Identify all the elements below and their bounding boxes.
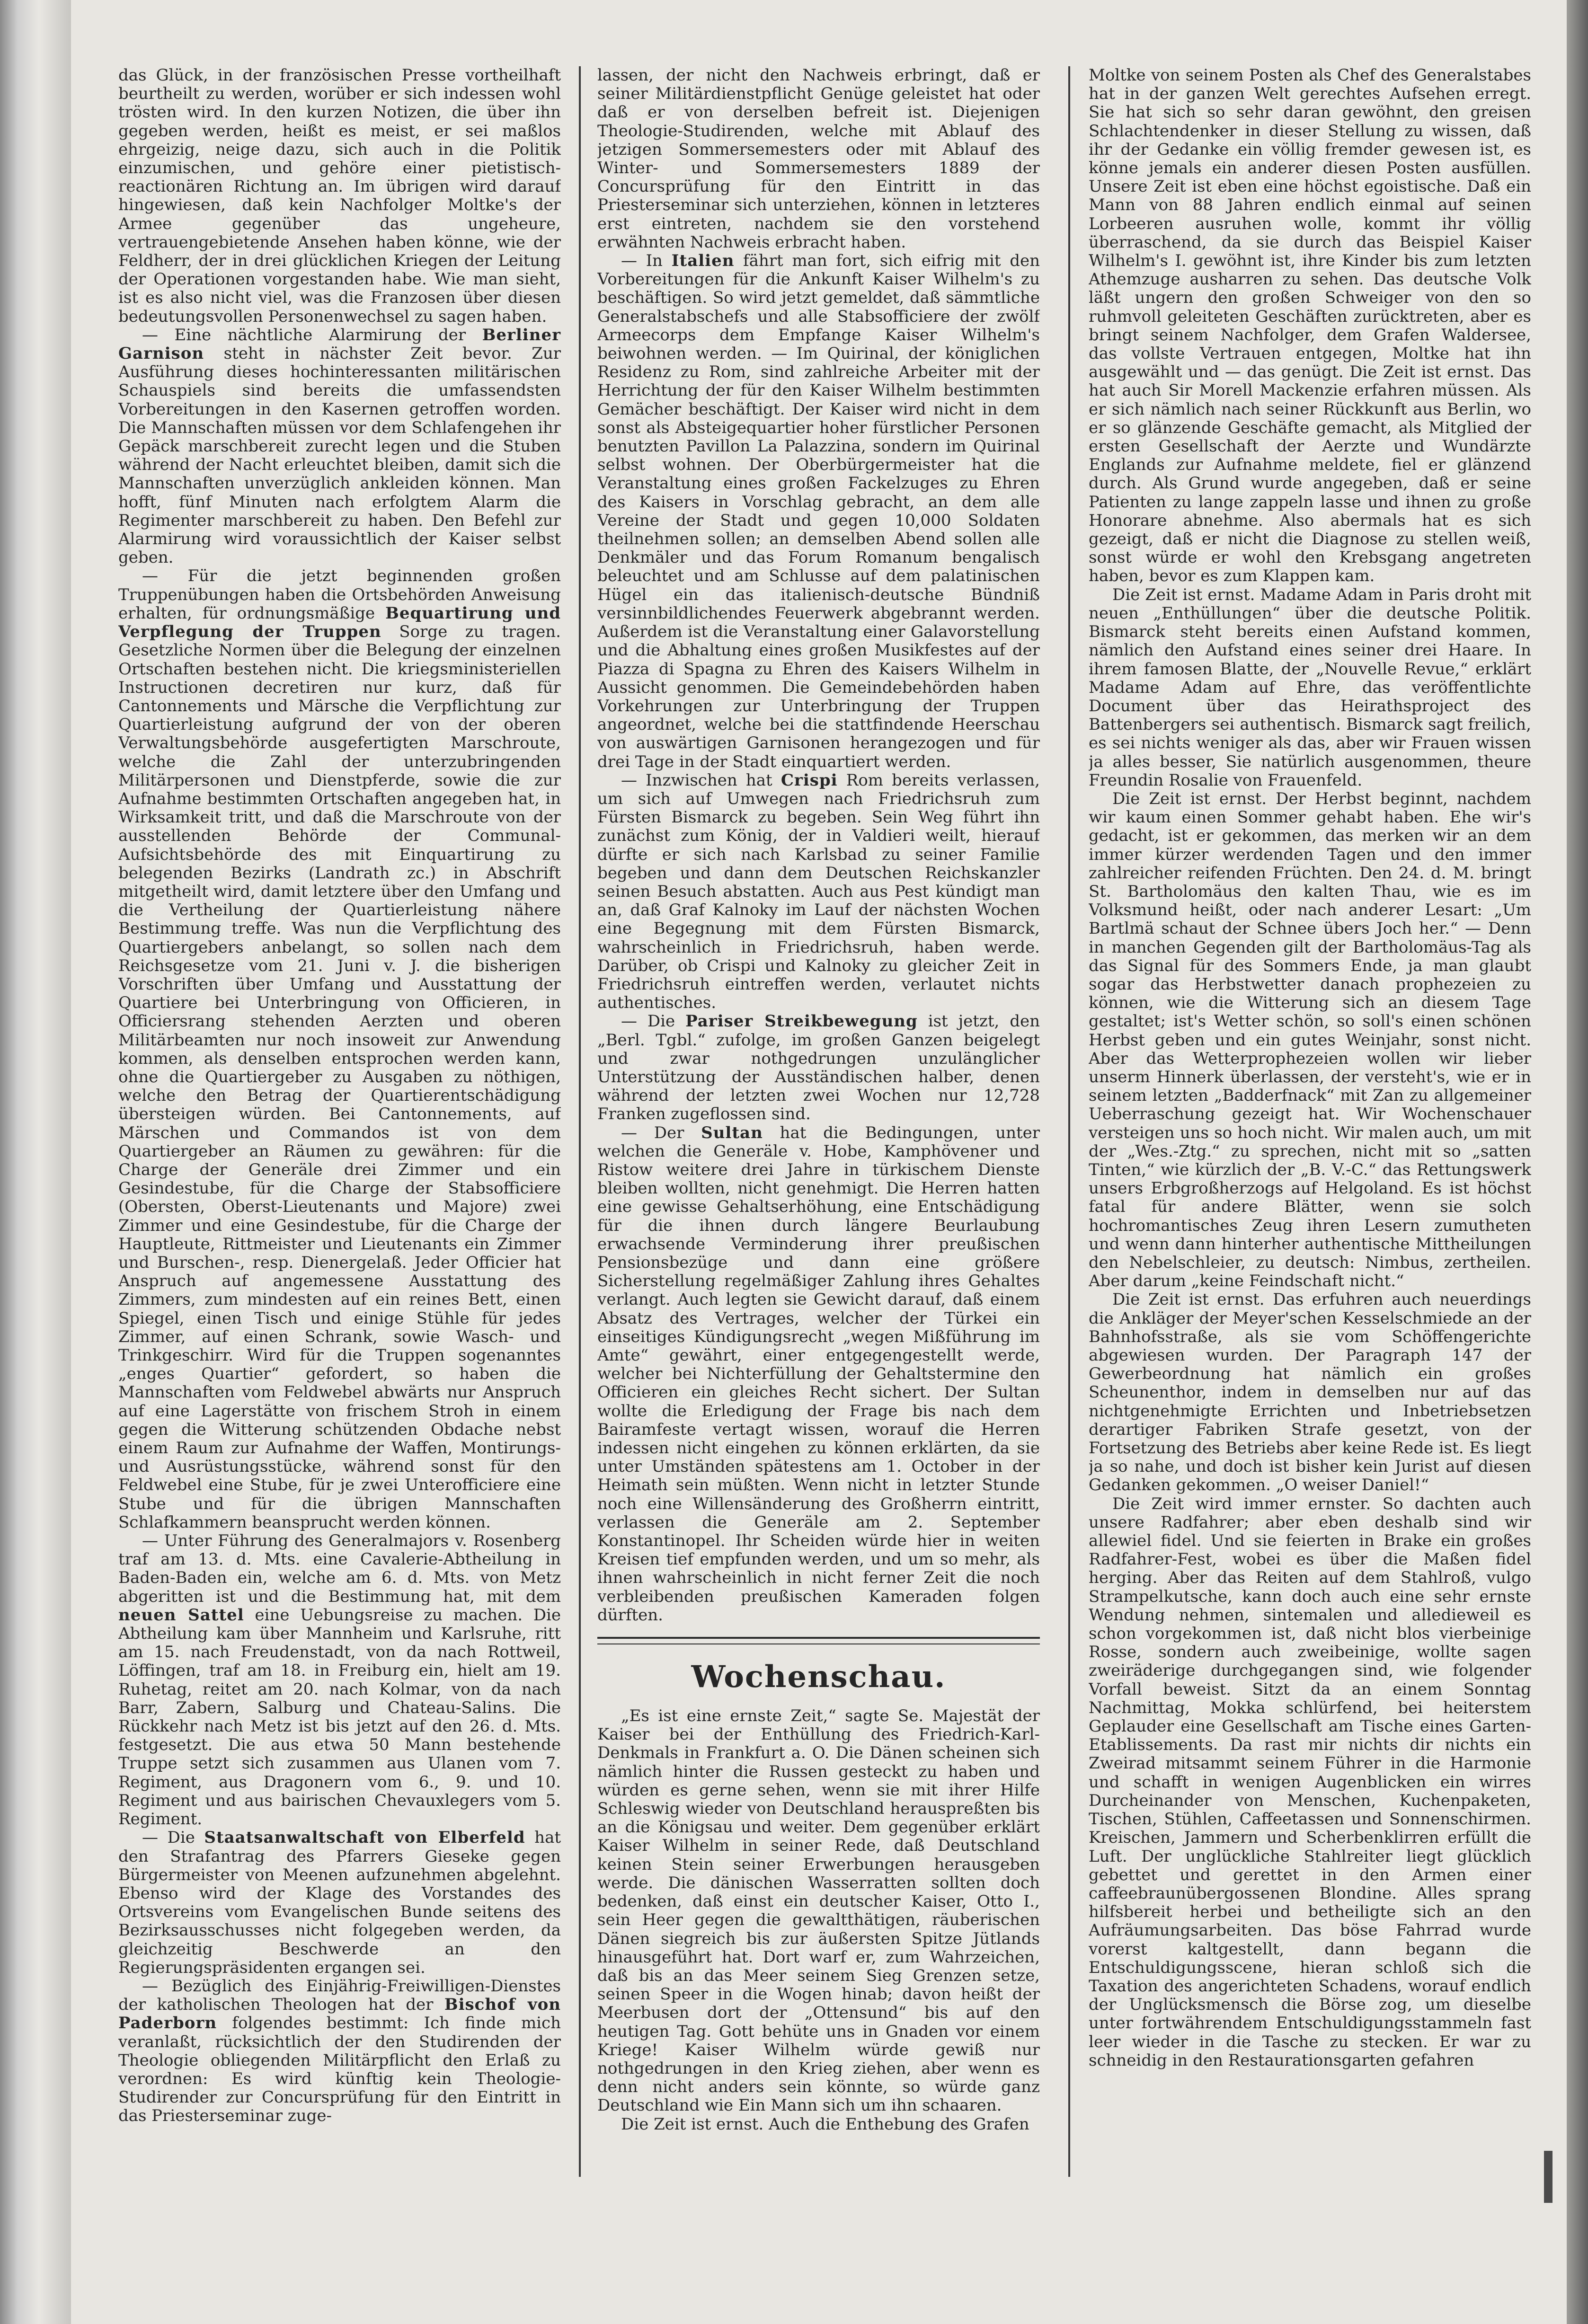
- bold-keyword: Staatsanwaltschaft von Elberfeld: [204, 1828, 525, 1847]
- bold-keyword: Berliner Garnison: [118, 325, 561, 363]
- bold-keyword: Bequartirung und Verpflegung der Truppen: [118, 603, 561, 642]
- column-2: [597, 66, 1040, 2177]
- article-paragraph: [597, 2115, 1040, 2134]
- bold-keyword: Sultan: [701, 1123, 763, 1142]
- paragraph-intro: — In: [621, 251, 672, 271]
- paragraph-intro: — Die: [621, 1012, 686, 1031]
- section-separator: [597, 1637, 1040, 1644]
- paragraph-text: fährt man fort, sich eifrig mit den Vorbereitungen für die Ankunft Kaiser Wilhelm's zu beschäftigen. So wird jetzt gemeldet, daß sämmtliche Generalstabschefs und alle Stabsofficiere der zwölf Armeecorps dem Empfange Kaiser Wilhelm's beiwohnen werden. — Im Quirinal, der königlichen Residenz zu Rom, sind zahlreiche Arbeiter mit der Herrichtung der für den Kaiser Wilhelm bestimmten Gemächer beschäftigt. Der Kaiser wird nicht in dem sonst als Absteigequartier hoher fürstlicher Personen benutzten Pavillon La Palazzina, sondern im Quirinal selbst wohnen. Der Oberbürgermeister hat die Veranstaltung eines großen Fackelzuges zu Ehren des Kaisers in Vorschlag gebracht, an dem alle Vereine der Stadt und gegen 10,000 Soldaten theilnehmen sollen; an demselben Abend sollen alle Denkmäler und das Forum Romanum bengalisch beleuchtet und am Schlusse auf dem palatinischen Hügel ein das italienisch-deutsche Bündniß versinnbildlichendes Feuerwerk abgebrannt werden. Außerdem ist die Veranstaltung einer Galavorstellung und die Abhaltung eines großen Musikfestes auf der Piazza di Spagna zu Ehren des Kaisers Wilhelm in Aussicht genommen. Die Gemeindebehörden haben Vorkehrungen zur Unterbringung der Truppen angeordnet, welche bei die stattfindende Heerschau von auswärtigen Garnisonen herangezogen und für drei Tage in der Stadt einquartiert werden.: [597, 251, 1040, 771]
- article-paragraph: [1089, 586, 1531, 790]
- column-2-wochenschau: [597, 1707, 1040, 2134]
- article-paragraph: [597, 1012, 1040, 1123]
- paragraph-text: „Es ist eine ernste Zeit,“ sagte Se. Majestät der Kaiser bei der Enthüllung des Friedrich-Karl-Denkmals in Frankfurt a. O. Die Dänen scheinen sich nämlich hinter die Russen gesteckt zu haben und würden es gerne sehen, wenn sie mit ihrer Hilfe Schleswig wieder von Deutschland herauspreßten bis an die Königsau und weiter. Dem gegenüber erklärt Kaiser Wilhelm in seiner Rede, daß Deutschland keinen Stein seiner Erwerbungen herausgeben werde. Die dänischen Wasserratten sollten doch bedenken, daß einst ein deutscher Kaiser, Otto I., sein Heer gegen die gewaltthätigen, räuberischen Dänen siegreich bis zur äußersten Spitze Jütlands hinausgeführt hat. Dort warf er, zum Wahrzeichen, daß bis an das Meer seinem Sieg Grenzen setze, seinen Speer in die Wogen hinab; davon heißt der Meerbusen dort der „Ottensund“ bis auf den heutigen Tag. Gott behüte uns in Gnaden vor einem Kriege! Kaiser Wilhelm würde gewiß nur nothgedrungen in den Krieg ziehen, aber wenn es denn nicht anders sein könnte, so würde ganz Deutschland wie Ein Mann sich um ihn schaaren.: [597, 1706, 1040, 2115]
- bold-keyword: Crispi: [781, 770, 838, 790]
- article-paragraph: [118, 326, 561, 567]
- article-paragraph: [1089, 790, 1531, 1290]
- paragraph-intro: — Unter Führung des Generalmajors v. Rosenberg traf am 13. d. Mts. eine Cavalerie-Abtheilung in Baden-Baden ein, welche am 6. d. Mts. von Metz abgeritten ist und die Bestimmung hat, mit dem: [118, 1531, 561, 1606]
- article-paragraph: [118, 567, 561, 1532]
- paragraph-text: folgendes bestimmt: Ich finde mich veranlaßt, rücksichtlich der den Studirenden der Theologie obliegenden Militärpflicht den Erlaß zu verordnen: Es wird künftig kein Theologie-Studirender zur Concursprüfung für den Eintritt in das Priesterseminar zuge-: [118, 2014, 561, 2126]
- column-2-news: [597, 66, 1040, 1625]
- article-paragraph: [118, 1532, 561, 1829]
- column-rule-right: [1068, 66, 1070, 2177]
- article-paragraph: [597, 1707, 1040, 2115]
- paragraph-text: ist jetzt, den „Berl. Tgbl.“ zufolge, im großen Ganzen beigelegt und zwar nothgedrungen unzulänglicher Unterstützung der Ausständischen halber, denen während der letzten zwei Wochen nur 12,728 Franken zugeflossen sind.: [597, 1012, 1040, 1124]
- column-1: [118, 66, 561, 2177]
- article-paragraph: [1089, 1495, 1531, 2070]
- paragraph-text: Rom bereits verlassen, um sich auf Umwegen nach Friedrichsruh zum Fürsten Bismarck zu begeben. Sein Weg führt ihn zunächst zum König, der in Valdieri weilt, hierauf dürfte er sich nach Karlsbad zu seiner Familie begeben und dann dem Deutschen Reichskanzler seinen Besuch abstatten. Auch aus Pest kündigt man an, daß Graf Kalnoky im Lauf der nächsten Wochen eine Begegnung mit dem Fürsten Bismarck, wahrscheinlich in Friedrichsruh, haben werde. Darüber, ob Crispi und Kalnoky zu gleicher Zeit in Friedrichsruh eintreffen werden, verlautet nichts authentisches.: [597, 770, 1040, 1013]
- paragraph-text: Die Zeit wird immer ernster. So dachten auch unsere Radfahrer; aber eben deshalb sind wir allewiel fidel. Und sie feierten in Brake ein großes Radfahrer-Fest, wobei es über die Maßen fidel herging. Aber das Reiten auf dem Stahlroß, vulgo Strampelkutsche, kann doch auch eine sehr ernste Wendung nehmen, sintemalen und alledieweil es schon vorgekommen ist, daß nicht blos vierbeinige Rosse, sondern auch zweibeinige, wollte sagen zweiräderige durchgegangen sind, wie folgender Vorfall beweist. Sitzt da an einem Sonntag Nachmittag, Mokka schlürfend, bei heiterstem Geplauder eine Gesellschaft am Tische eines Garten-Etablissements. Da rast mir nichts dir nichts ein Zweirad mitsammt seinem Führer in die Harmonie und schafft in wenigen Augenblicken ein wirres Durcheinander von Menschen, Kuchenpaketen, Tischen, Stühlen, Caffeetassen und Sonnenschirmen. Kreischen, Jammern und Scherbenklirren erfüllt die Luft. Der unglückliche Stahlreiter liegt glücklich gebettet und gerettet in den Armen einer caffeebraunübergossenen Blondine. Alles sprang hilfsbereit herbei und betheiligte sich an den Aufräumungsarbeiten. Das böse Fahrrad wurde vorerst kaltgestellt, dann begann die Entschuldigungsscene, hieran schloß sich die Taxation des angerichteten Schadens, worauf endlich der Unglücksmensch die Börse zog, um dieselbe unter fortwährendem Entschuldigungsstammeln fast leer wieder in die Tasche zu stecken. Er war zu schneidig in den Restaurationsgarten gefahren: [1089, 1494, 1531, 2070]
- bold-keyword: Italien: [671, 251, 735, 271]
- bold-keyword: neuen Sattel: [118, 1605, 244, 1625]
- paragraph-text: hat die Bedingungen, unter welchen die Generäle v. Hobe, Kamphövener und Ristow weitere drei Jahre in türkischem Dienste bleiben wollten, nicht genehmigt. Die Herren hatten eine gewisse Gehaltserhöhung, eine Entschädigung für die ihnen durch längere Beurlaubung erwachsende Verminderung ihrer preußischen Pensionsbezüge und dann eine größere Sicherstellung regelmäßiger Zahlung ihres Gehaltes verlangt. Auch legten sie Gewicht darauf, daß einem Absatz des Vertrages, welcher der Türkei ein einseitiges Kündigungsrecht „wegen Mißführung im Amte“ gewährt, einer entgegengestellt werde, welcher bei Nichterfüllung der Gehaltstermine den Officieren ein gleiches Recht sichert. Der Sultan wollte die Erledigung der Frage bis nach dem Bairamfeste vertagt wissen, worauf die Herren indessen nicht eingehen zu können erklärten, da sie unter Umständen spätestens am 1. October in der Heimath sein müßten. Wenn nicht in letzter Stunde noch eine Willensänderung des Großherrn eintritt, verlassen die Generäle am 2. September Konstantinopel. Ihr Scheiden würde hier in weiten Kreisen tief empfunden werden, und um so mehr, als ihnen wahrscheinlich in nicht ferner Zeit die noch verbleibenden preußischen Kameraden folgen dürften.: [597, 1123, 1040, 1625]
- article-paragraph: [1089, 66, 1531, 586]
- paragraph-intro: — Bezüglich des Einjährig-Freiwilligen-Dienstes der katholischen Theologen hat der: [118, 1976, 561, 2015]
- paragraph-text: steht in nächster Zeit bevor. Zur Ausführung dieses hochinteressanten militärischen Schauspiels sind bereits die umfassendsten Vorbereitungen in den Kasernen getroffen worden. Die Mannschaften müssen vor dem Schlafengehen ihr Gepäck marschbereit zurecht legen und die Stuben während der Nacht erleuchtet bleiben, damit sich die Mannschaften unverzüglich ankleiden können. Man hofft, fünf Minuten nach erfolgtem Alarm die Regimenter marschbereit zu haben. Den Befehl zur Alarmirung wird voraussichtlich der Kaiser selbst geben.: [118, 344, 561, 567]
- paragraph-text: Die Zeit ist ernst. Auch die Enthebung des Grafen: [621, 2114, 1029, 2134]
- bold-keyword: Bischof von Paderborn: [118, 1995, 561, 2033]
- article-paragraph: [597, 252, 1040, 771]
- paragraph-text: das Glück, in der französischen Presse vortheilhaft beurtheilt zu werden, worüber er sich indessen wohl trösten wird. In den kurzen Notizen, die über ihn gegeben werden, heißt es meist, er sei maßlos ehrgeizig, neige dazu, sich auch in die Politik einzumischen, und gehöre einer pietistisch-reactionären Richtung an. Im übrigen wird darauf hingewiesen, daß kein Nachfolger Moltke's der Armee gegenüber das ungeheure, vertrauengebietende Ansehen haben könne, wie der Feldherr, der in drei glücklichen Kriegen der Leitung der Operationen vorgestanden habe. Wie man sieht, ist es also nicht viel, was die Franzosen über diesen bedeutungsvollen Personenwechsel zu sagen haben.: [118, 66, 561, 326]
- paragraph-text: Moltke von seinem Posten als Chef des Generalstabes hat in der ganzen Welt gerechtes Aufsehen erregt. Sie hat sich so sehr daran gewöhnt, den greisen Schlachtendenker in dieser Stellung zu wissen, daß ihr der Gedanke ein völlig fremder gewesen ist, es könne jemals ein anderer diesen Posten ausfüllen. Unsere Zeit ist eben eine höchst egoistische. Daß ein Mann von 88 Jahren endlich einmal auf seinen Lorbeeren ausruhen wolle, kommt ihr völlig überraschend, da sie durch das Beispiel Kaiser Wilhelm's I. gewöhnt ist, ihre Kinder bis zum letzten Athemzuge ausharren zu sehen. Das deutsche Volk läßt ungern den großen Schweiger von den so ruhmvoll geleiteten Geschäften zurücktreten, aber es bringt seinem Nachfolger, dem Grafen Waldersee, das vollste Vertrauen entgegen, Moltke hat ihn ausgewählt und — das genügt. Die Zeit ist ernst. Das hat auch Sir Morell Mackenzie erfahren müssen. Als er sich nämlich nach seiner Rückkunft aus Berlin, wo er so glänzende Geschäfte gemacht, als Mitglied der ersten Gesellschaft der Aerzte und Wundärzte Englands zur Aufnahme meldete, fiel er glänzend durch. Als Grund wurde angegeben, daß er seine Patienten zu lange zappeln lasse und ihnen zu große Honorare abnehme. Also abermals hat es sich gezeigt, daß er nicht die Diagnose zu stellen weiß, sonst würde er wohl den Krebsgang angetreten haben, bevor es zum Klappen kam.: [1089, 66, 1531, 586]
- article-paragraph: [597, 1124, 1040, 1625]
- paragraph-text: lassen, der nicht den Nachweis erbringt, daß er seiner Militärdienstpflicht Genüge geleistet hat oder daß er von derselben befreit ist. Diejenigen Theologie-Studirenden, welche mit Ablauf des jetzigen Sommersemesters oder mit Ablauf des Winter- und Sommersemesters 1889 der Concursprüfung für den Eintritt in das Priesterseminar sich unterziehen, können in letzteres erst eintreten, nachdem sie den vorstehend erwähnten Nachweis erbracht haben.: [597, 66, 1040, 252]
- page-edge-mark: [1544, 2151, 1553, 2203]
- wochenschau-heading: Wochenschau.: [691, 1659, 946, 1695]
- article-paragraph: [118, 1829, 561, 1977]
- paragraph-text: Die Zeit ist ernst. Der Herbst beginnt, nachdem wir kaum einen Sommer gehabt haben. Ehe wir's gedacht, ist er gekommen, das merken wir an dem immer kürzer werdenden Tagen und den immer zahlreicher reifenden Früchten. Den 24. d. M. bringt St. Bartholomäus den kalten Thau, wie es im Volksmund heißt, oder nach anderer Lesart: „Um Bartlmä schaut der Schnee übers Joch her.“ — Denn in manchen Gegenden gilt der Bartholomäus-Tag als das Signal für des Sommers Ende, ja man glaubt sogar das Herbstwetter danach prophezeien zu können, wie die Witterung sich an diesem Tage gestaltet; ist's Wetter schön, so soll's einen schönen Herbst geben und ein gutes Weinjahr, sonst nicht. Aber das Wetterprophezeien wollen wir lieber unserm Hinnerk überlassen, der versteht's, wie er in seinem letzten „Badderfnack“ mit Zan zu allgemeiner Ueberraschung gezeigt hat. Wir Wochenschauer versteigen uns so hoch nicht. Wir malen auch, um mit der „Wes.-Ztg.“ zu sprechen, nicht mit so „satten Tinten,“ wie kürzlich der „B. V.-C.“ das Rettungswerk unsers Erbgroßherzogs auf Helgoland. Es ist höchst fatal für andere Blätter, wenn sie solch hochromantisches Zeug ihren Lesern zumutheten und wenn dann hinterher authentische Mittheilungen den Nebelschleier, zu deutsch: Nimbus, zertheilen. Aber darum „keine Feindschaft nicht.“: [1089, 789, 1531, 1291]
- column-rule-left: [579, 66, 581, 2177]
- paragraph-text: Die Zeit ist ernst. Madame Adam in Paris droht mit neuen „Enthüllungen“ über die deutsche Politik. Bismarck steht bereits einen Aufstand kommen, nämlich den Aufstand eines seiner drei Haare. In ihrem famosen Blatte, der „Nouvelle Revue,“ erklärt Madame Adam auf Ehre, das veröffentlichte Document über das Heirathsproject des Battenbergers sei authentisch. Bismarck sagt freilich, es sei nichts weniger als das, aber wir Frauen wissen ja alles besser, Sie natürlich ausgenommen, theure Freundin Rosalie von Frauenfeld.: [1089, 585, 1531, 790]
- paragraph-text: Die Zeit ist ernst. Das erfuhren auch neuerdings die Ankläger der Meyer'schen Kesselschmiede an der Bahnhofsstraße, als sie vom Schöffengerichte abgewiesen wurden. Der Paragraph 147 der Gewerbeordnung hat nämlich ein großes Scheunenthor, indem in demselben nur auf das nichtgenehmigte Errichten und Inbetriebsetzen derartiger Fabriken Strafe gesetzt, von der Fortsetzung des Betriebs aber keine Rede ist. Es liegt ja so nahe, und doch ist bisher kein Jurist auf diesen Gedanken gekommen. „O weiser Daniel!“: [1089, 1290, 1531, 1495]
- paragraph-intro: — Der: [621, 1123, 701, 1142]
- scan-edge-left: [0, 0, 71, 2324]
- paragraph-intro: — Inzwischen hat: [621, 770, 781, 790]
- paragraph-text: hat den Strafantrag des Pfarrers Gieseke gegen Bürgermeister von Meenen aufzunehmen abgelehnt. Ebenso wird der Klage des Vorstandes des Ortsvereins vom Evangelischen Bunde seitens des Bezirksausschusses nicht folgegeben werden, da gleichzeitig Beschwerde an den Regierungspräsidenten ergangen sei.: [118, 1828, 561, 1977]
- article-paragraph: [597, 66, 1040, 252]
- paragraph-text: Sorge zu tragen. Gesetzliche Normen über die Belegung der einzelnen Ortschaften bestehen nicht. Die kriegsministeriellen Instructionen decretiren nur kurz, daß für Cantonnements und Märsche die Verpflichtung zur Quartierleistung aufgrund der von der oberen Verwaltungsbehörde ausgefertigten Marschroute, welche die Zahl der unterzubringenden Militärpersonen und Dienstpferde, sowie die zur Aufnahme bestimmten Ortschaften angegeben hat, in Wirksamkeit tritt, und daß die Marschroute von der ausstellenden Behörde der Communal-Aufsichtsbehörde des mit Einquartirung zu belegenden Bezirks (Landrath zc.) in Abschrift mitgetheilt wird, damit letztere über den Umfang und die Vertheilung der Quartierleistung nähere Bestimmung treffe. Was nun die Verpflichtung des Quartiergebers anbelangt, so sollen nach dem Reichsgesetze vom 21. Juni v. J. die bisherigen Vorschriften über Umfang und Ausstattung der Quartiere bei Unterbringung von Officieren, in Officiersrang stehenden Aerzten und oberen Militärbeamten nur noch insoweit zur Anwendung kommen, als denselben entsprochen werden kann, ohne die Quartiergeber zu Ausgaben zu nöthigen, welche den Betrag der Quartierentschädigung übersteigen würden. Bei Cantonnements, auf Märschen und Commandos ist von dem Quartiergeber an Räumen zu gewähren: für die Charge der Generäle drei Zimmer und ein Gesindestube, für die Charge der Stabsofficiere (Obersten, Oberst-Lieutenants und Majore) zwei Zimmer und eine Gesindestube, für die Charge der Hauptleute, Rittmeister und Lieutenants ein Zimmer und Burschen-, resp. Dienergelaß. Jeder Officier hat Anspruch auf angemessene Ausstattung des Zimmers, zum mindesten auf ein reines Bett, einen Spiegel, einen Tisch und einige Stühle für jedes Zimmer, auf einen Schrank, sowie Wasch- und Trinkgeschirr. Wird für die Truppen sogenanntes „enges Quartier“ gefordert, so haben die Mannschaften vom Feldwebel abwärts nur Anspruch auf eine Lagerstätte von frischem Stroh in einem gegen die Witterung schützenden Obdache nebst einem Raum zur Aufnahme der Waffen, Montirungs- und Ausrüstungsstücke, während sonst für den Feldwebel eine Stube, für je zwei Unterofficiere eine Stube und für die übrigen Mannschaften Schlafkammern beansprucht werden können.: [118, 622, 561, 1532]
- paragraph-text: eine Uebungsreise zu machen. Die Abtheilung kam über Mannheim und Karlsruhe, ritt am 15. nach Freudenstadt, von da nach Rottweil, Löffingen, traf am 18. in Freiburg ein, hielt am 19. Ruhetag, reitet am 20. nach Kolmar, von da nach Barr, Zabern, Salburg und Chateau-Salins. Die Rückkehr nach Metz ist bis jetzt auf den 26. d. Mts. festgesetzt. Die aus etwa 50 Mann bestehende Truppe setzt sich zusammen aus Ulanen vom 7. Regiment, aus Dragonern vom 6., 9. und 10. Regiment und aus bairischen Chevauxlegers vom 5. Regiment.: [118, 1605, 561, 1829]
- paragraph-intro: — Die: [142, 1828, 204, 1847]
- bold-keyword: Pariser Streikbewegung: [685, 1012, 918, 1031]
- paragraph-intro: — Für die jetzt beginnenden großen Truppenübungen haben die Ortsbehörden Anweisung erhalten, für ordnungsmäßige: [118, 566, 561, 623]
- article-paragraph: [118, 1977, 561, 2126]
- article-paragraph: [118, 66, 561, 326]
- column-3: [1089, 66, 1531, 2177]
- article-paragraph: [597, 771, 1040, 1013]
- paragraph-intro: — Eine nächtliche Alarmirung der: [142, 325, 482, 345]
- article-paragraph: [1089, 1290, 1531, 1494]
- scan-edge-right: [1567, 0, 1588, 2324]
